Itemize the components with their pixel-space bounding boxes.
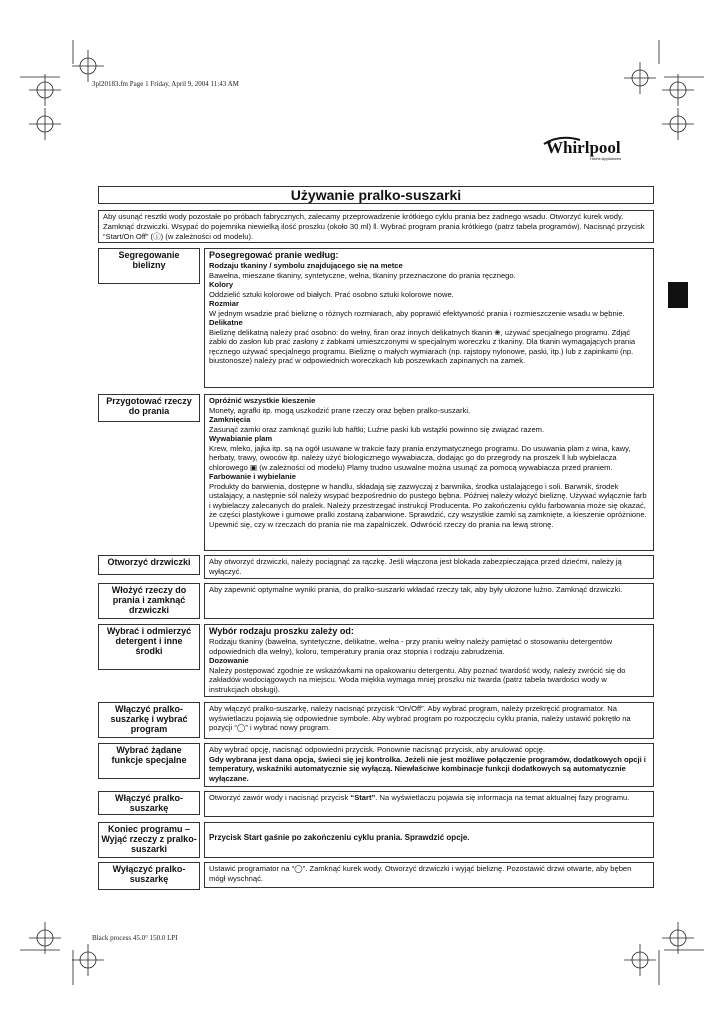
content-heading: Posegregować pranie według: xyxy=(209,250,339,260)
block-heading: Rodzaju tkaniny / symbolu znajdującego się na metce xyxy=(209,261,403,270)
step-content xyxy=(204,555,654,579)
block-heading: Kolory xyxy=(209,280,234,289)
step-label: Koniec programu – Wyjąć rzeczy z pralko-suszarki xyxy=(98,822,200,858)
print-footer: Black process 45.0° 150.0 LPI xyxy=(92,934,178,942)
step-content xyxy=(204,743,654,787)
content-text: Aby zapewnić optymalne wyniki prania, do pralko-suszarki wkładać rzeczy tak, aby były ułożone luźno. Zamknąć drzwiczki. xyxy=(209,585,623,594)
content-text: Otworzyć zawór wody i nacisnąć przycisk xyxy=(209,793,349,802)
brand-name: Whirlpool xyxy=(546,138,621,157)
brand-sub: Home Appliances xyxy=(590,156,622,161)
step-label: Włączyć pralko-suszarkę i wybrać program xyxy=(98,702,200,738)
content-text: Aby włączyć pralko-suszarkę, należy nacisnąć przycisk “On/Off”. Aby wybrać program, należy przekręcić programator. Na wyświetlaczu pojawią się odpowiednie symbole. Aby wybrać program po rozpoczęciu cyklu prania, należy ustawić pokrętło na pozycji “◯” i wybrać nowy program. xyxy=(209,704,631,732)
content-strong: “Start” xyxy=(350,793,376,802)
block-heading: Rozmiar xyxy=(209,299,239,308)
block-heading: Farbowanie i wybielanie xyxy=(209,472,296,481)
step-label: Włączyć pralko-suszarkę xyxy=(98,791,200,815)
block-heading: Dozowanie xyxy=(209,656,249,665)
block-text: Produkty do barwienia, dostępne w handlu, składają się zazwyczaj z barwnika, środka ustalającego i soli. Barwnik, środek ustalający, a następnie sól należy wsypać bezpośrednio do pustego bębna. Później należy włożyć bieliznę. Używać wyłącznie farb i wybielaczy zalecanych do pralek. Należy przestrzegać instrukcji Producenta. Po zakończeniu cyklu farbowania może się okazać, że części plastykowe i gumowe pralki zostaną zabarwione. Sprawdzić, czy wszystkie zamki są zamknięte, a kieszenie opróżnione. Upewnić się, czy w rzeczach do prania nie ma zapalniczek. Odwrócić rzeczy do prania na lewą stronę. xyxy=(209,481,647,529)
step-content xyxy=(204,702,654,739)
block-text: Monety, agrafki itp. mogą uszkodzić prane rzeczy oraz bęben pralko-suszarki. xyxy=(209,405,471,415)
step-content xyxy=(204,791,654,817)
block-text: Zasunąć zamki oraz zamknąć guziki lub haftki; Luźne paski lub wstążki powinno się związać razem. xyxy=(209,424,545,434)
content-text-2: . Na wyświetlaczu pojawia się informacja na temat aktualnej fazy programu. xyxy=(375,793,630,802)
content-center: Przycisk Start gaśnie po zakończeniu cyklu prania. Sprawdzić opcje. xyxy=(209,833,470,842)
content-bold: Gdy wybrana jest dana opcja, świeci się jej kontrolka. Jeżeli nie jest możliwe połączenie programów, dodatkowych opcji i temperatury, wskaźniki automatycznie się wyłączą. Niewłaściwe kombinacje funkcji dodatkowych są automatycznie wyłączane. xyxy=(209,754,646,783)
step-content xyxy=(204,862,654,888)
block-text: Należy postępować zgodnie ze wskazówkami na opakowaniu detergentu. Aby poznać twardość wody, należy zwrócić się do zakładów wodociągowych na miejscu. Woda miękka wymaga mniej proszku niż twarda (patrz tabela twardości wody w instrukcjach obsługi). xyxy=(209,665,626,694)
page-title: Używanie pralko-suszarki xyxy=(98,186,654,204)
block-heading: Zamknięcia xyxy=(209,415,251,424)
content-heading: Wybór rodzaju proszku zależy od: xyxy=(209,626,354,636)
intro-text: Aby usunąć resztki wody pozostałe po próbach fabrycznych, zalecamy przeprowadzenie krótkiego cyklu prania bez żadnego wsadu. Otworzyć kurek wody. Zamknąć drzwiczki. Wsypać do pojemnika niewielką ilość proszku (około 30 ml) ǁ. Wybrać program prania krótkiego (patrz tabela programów). Nacisnąć przycisk “Start/On Off” (ⓘ) (w zależności od modelu). xyxy=(98,210,654,243)
print-header: 3pl20183.fm Page 1 Friday, April 9, 2004 11:43 AM xyxy=(92,80,239,88)
block-text: Oddzielić sztuki kolorowe od białych. Prać osobno sztuki kolorowe nowe. xyxy=(209,289,454,299)
step-content xyxy=(204,822,654,858)
block-text: Rodzaju tkaniny (bawełna, syntetyczne, delikatne, wełna - przy praniu wełny należy pamiętać o stosowaniu detergentów odpowiednich dla wełny), koloru, temperatury prania oraz stopnia i rodzaju zabrudzenia. xyxy=(209,637,613,656)
block-heading: Delikatne xyxy=(209,318,243,327)
step-content xyxy=(204,624,654,697)
block-text: Bawełna, mieszane tkaniny, syntetyczne, wełna, tkaniny przeznaczone do prania ręcznego. xyxy=(209,270,516,280)
step-label: Segregowanie bielizny xyxy=(98,248,200,284)
content-text: Ustawić programator na “◯”. Zamknąć kurek wody. Otworzyć drzwiczki i wyjąć bieliznę. Pozostawić drzwi otwarte, aby bęben mógł wyschnąć. xyxy=(209,864,632,883)
step-label: Przygotować rzeczy do prania xyxy=(98,394,200,422)
block-heading: Wywabianie plam xyxy=(209,434,273,443)
step-label: Wybrać żądane funkcje specjalne xyxy=(98,743,200,779)
step-label: Otworzyć drzwiczki xyxy=(98,555,200,575)
block-text: W jednym wsadzie prać bieliznę o różnych rozmiarach, aby poprawić efektywność prania i rozmieszczenie wsadu w bębnie. xyxy=(209,308,625,318)
block-heading: Opróżnić wszystkie kieszenie xyxy=(209,396,316,405)
step-content xyxy=(204,583,654,619)
step-label: Wybrać i odmierzyć detergent i inne środki xyxy=(98,624,200,670)
step-content xyxy=(204,394,654,551)
block-text: Bieliznę delikatną należy prać osobno: do wełny, firan oraz innych delikatnych tkanin ❀, używać specjalnego programu. Zdjąć żabki do zasłon lub prać zasłony z żabkami umieszczonymi w specjalnym woreczku z tkaniny. Dla tkanin wymagających prania ręcznego używać specjalnego programu. Bieliznę o małych wymiarach (np. rajstopy nylonowe, paski, itp.) lub z zapinkami (np. biustonosze) należy prać w odpowiednich woreczkach lub poszewkach zapinanych na zamek. xyxy=(209,327,636,365)
step-content xyxy=(204,248,654,388)
content-text: Aby wybrać opcję, nacisnąć odpowiedni przycisk. Ponownie nacisnąć przycisk, aby anulować opcję. xyxy=(209,745,545,754)
section-tab xyxy=(668,282,688,308)
block-text: Krew, mleko, jajka itp. są na ogół usuwane w trakcie fazy prania enzymatycznego programu. Do usuwania plam z wina, kawy, herbaty, trawy, owoców itp. należy użyć biologicznego wywabiacza, dodając go do przegrody na proszek ǁ lub wybielacza chlorowego ▣ (w zależności od modelu) Plamy trudno usuwalne można usunąć za pomocą wywabiacza przed praniem. xyxy=(209,443,631,472)
step-label: Wyłączyć pralko-suszarkę xyxy=(98,862,200,890)
content-text: Aby otworzyć drzwiczki, należy pociągnąć za rączkę. Jeśli włączona jest blokada zabezpieczająca przed dziećmi, należy ją wyłączyć. xyxy=(209,557,622,576)
step-label: Włożyć rzeczy do prania i zamknąć drzwiczki xyxy=(98,583,200,619)
